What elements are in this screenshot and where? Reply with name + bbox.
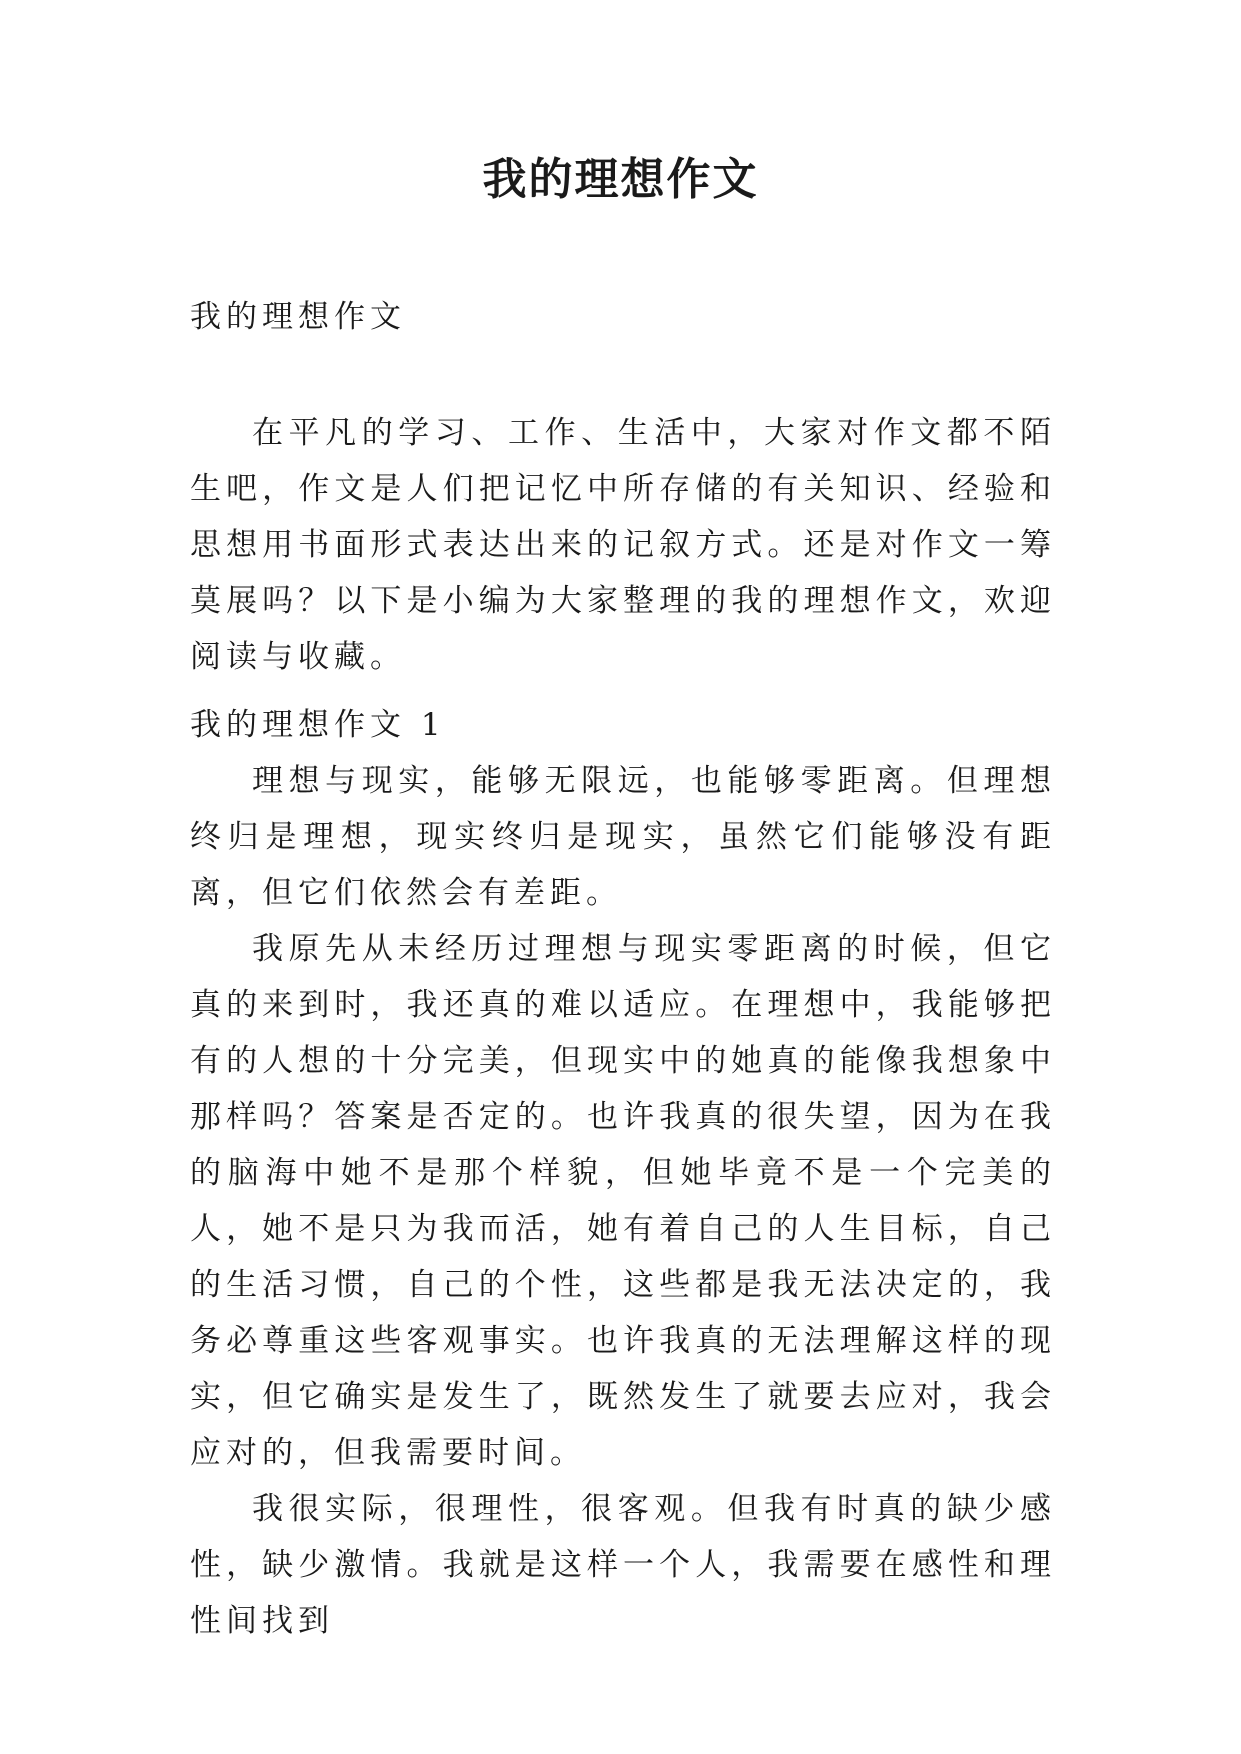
subtitle-text: 我的理想作文 <box>190 299 406 335</box>
document-subtitle <box>190 289 1056 345</box>
intro-paragraph: 在平凡的学习、工作、生活中，大家对作文都不陌生吧，作文是人们把记忆中所存储的有关知识、经验和思想用书面形式表达出来的记叙方式。还是对作文一筹莫展吗？以下是小编为大家整理的我的理想作文，欢迎阅读与收藏。 <box>190 415 1056 675</box>
paragraph: 我很实际，很理性，很客观。但我有时真的缺少感性，缺少激情。我就是这样一个人，我需要在感性和理性间找到 <box>190 1491 1056 1639</box>
paragraph: 理想与现实，能够无限远，也能够零距离。但理想终归是理想，现实终归是现实，虽然它们能够没有距离，但它们依然会有差距。 <box>190 763 1056 911</box>
intro-section <box>190 405 1056 685</box>
essay-section-1 <box>190 697 1056 1649</box>
section-heading: 我的理想作文 1 <box>190 707 446 743</box>
paragraph: 我原先从未经历过理想与现实零距离的时候，但它真的来到时，我还真的难以适应。在理想中，我能够把有的人想的十分完美，但现实中的她真的能像我想象中那样吗？答案是否定的。也许我真的很失望，因为在我的脑海中她不是那个样貌，但她毕竟不是一个完美的人，她不是只为我而活，她有着自己的人生目标，自己的生活习惯，自己的个性，这些都是我无法决定的，我务必尊重这些客观事实。也许我真的无法理解这样的现实，但它确实是发生了，既然发生了就要去应对，我会应对的，但我需要时间。 <box>190 931 1056 1471</box>
document-title: 我的理想作文 <box>482 154 759 205</box>
